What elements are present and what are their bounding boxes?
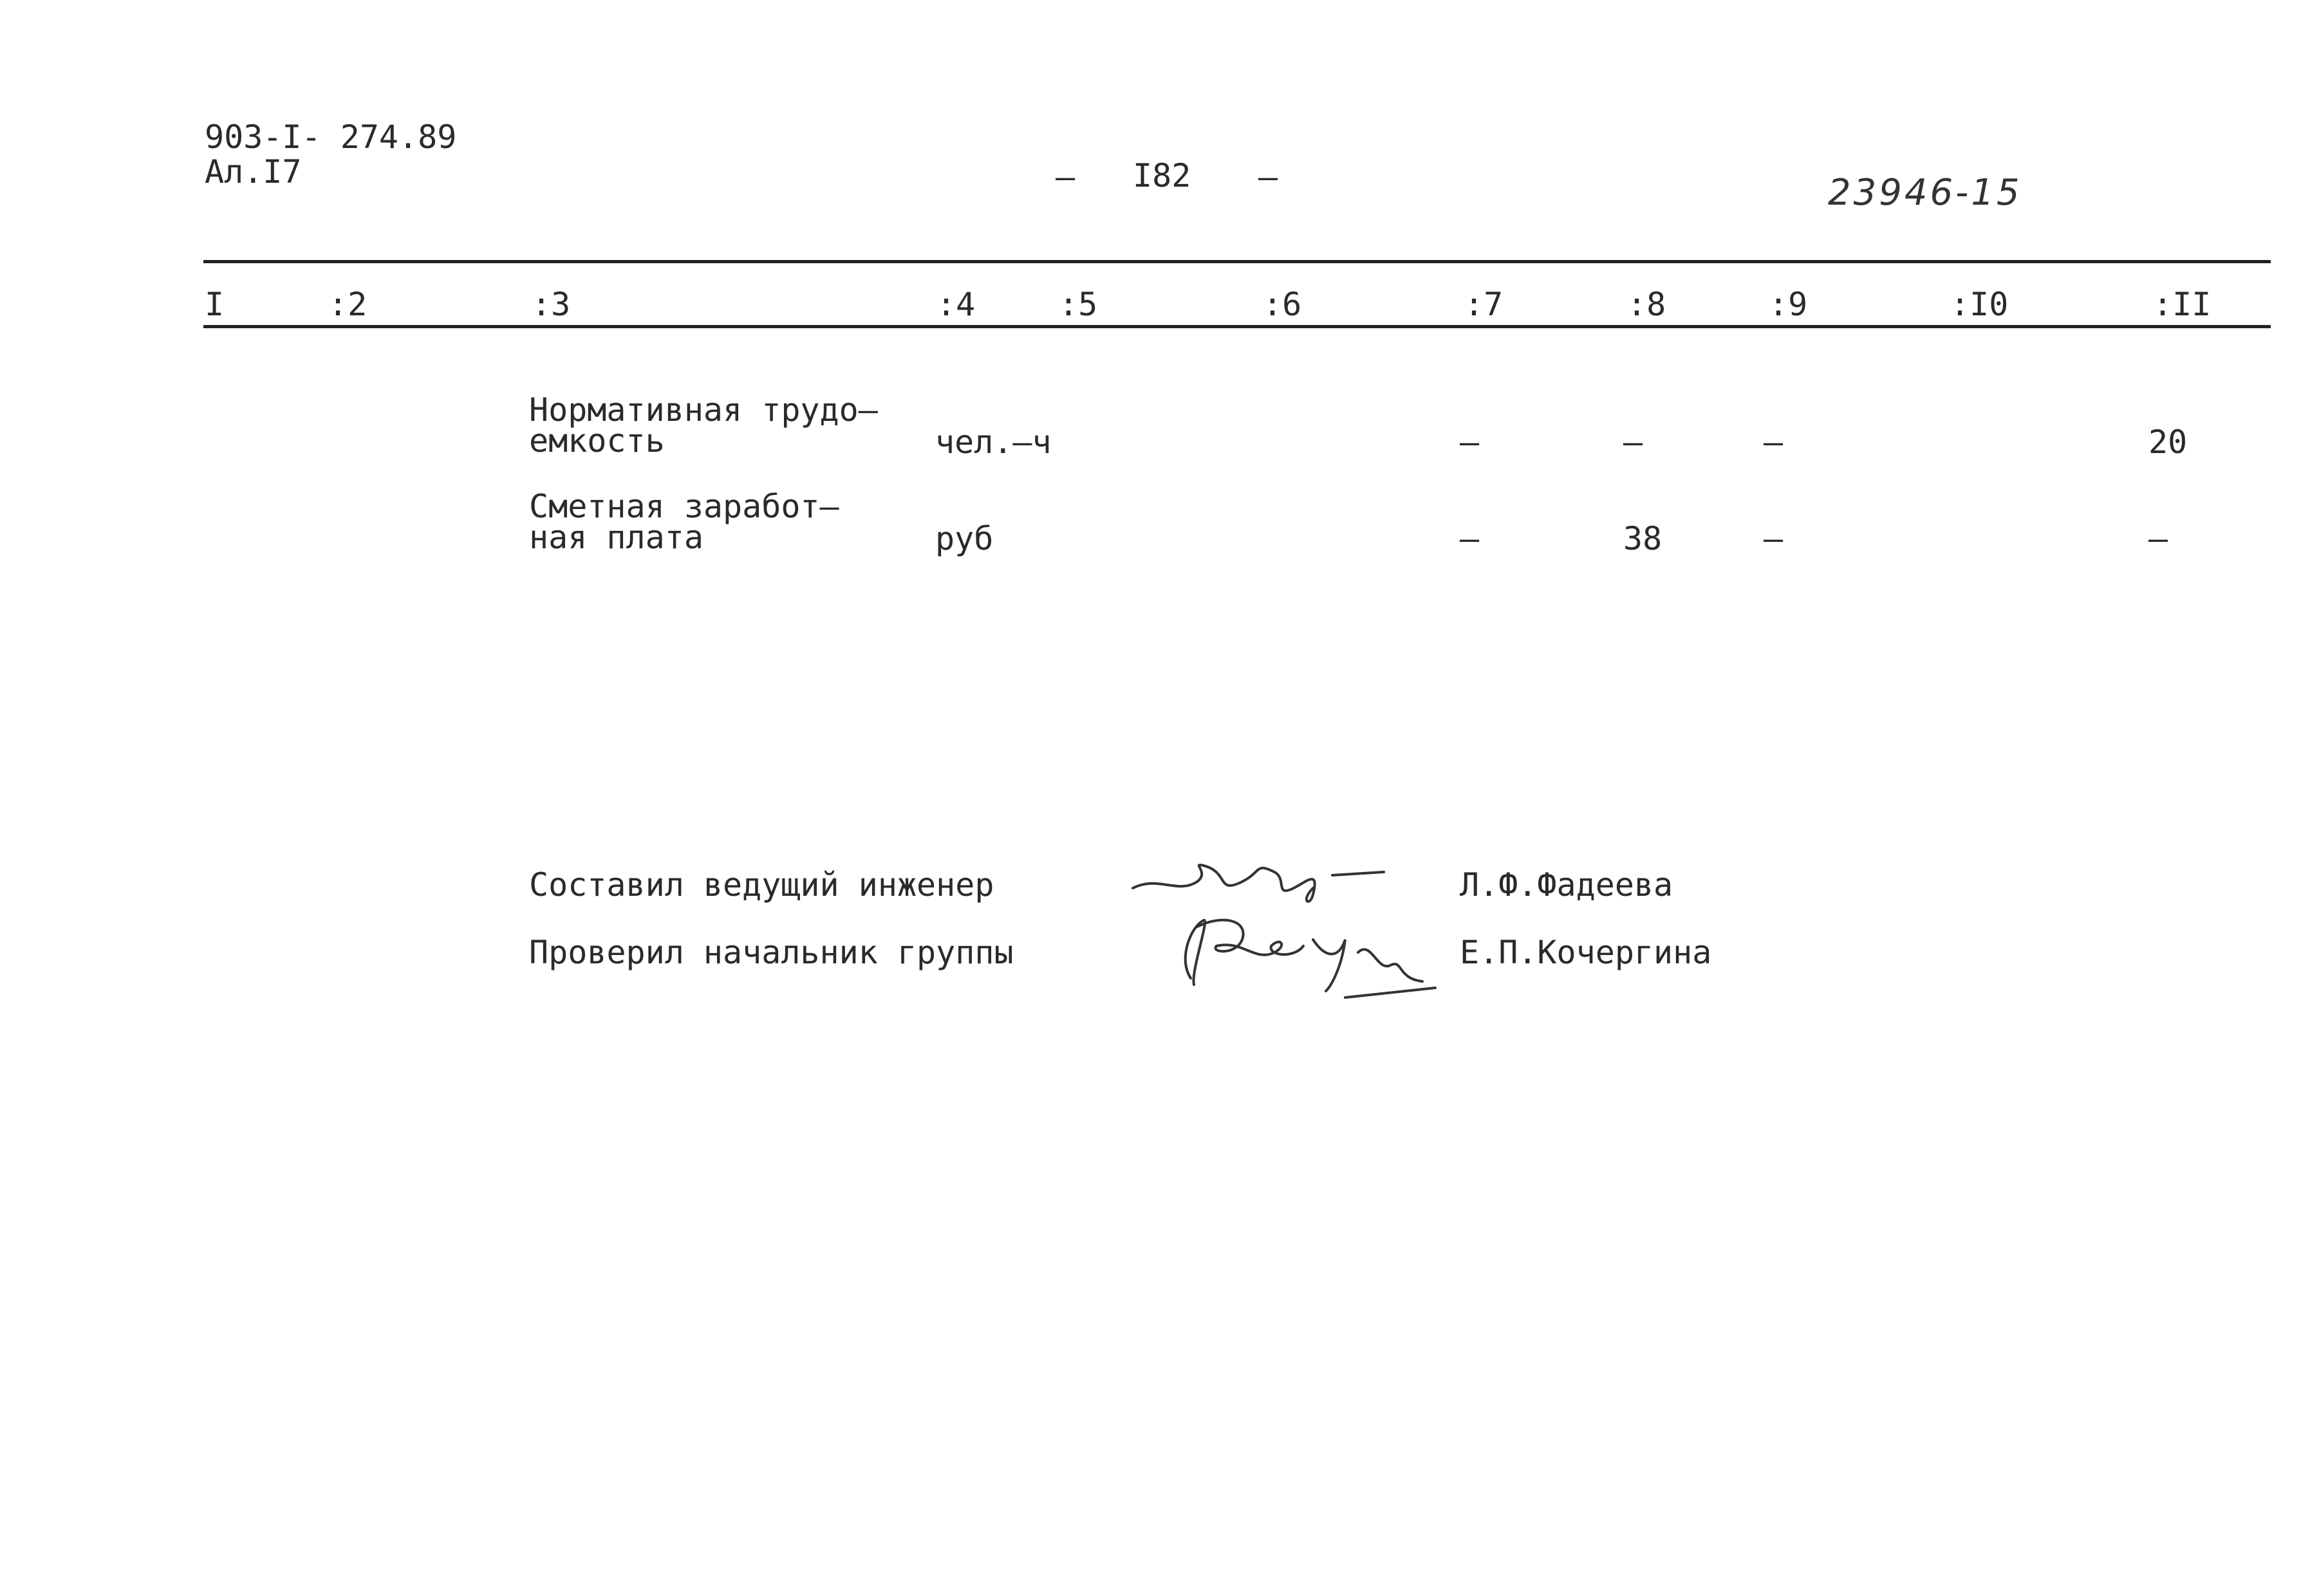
row-col7: – [1460,423,1480,461]
row-name-line2: емкость [529,422,665,459]
row-unit: чел.–ч [935,423,1052,461]
column-header: :I0 [1950,286,2009,323]
column-header: I [205,286,225,323]
inventory-number: 23946-15 [1828,172,2022,214]
page-number: I82 [1133,157,1191,194]
column-header: :7 [1464,286,1504,323]
album-number: Ал.I7 [205,153,302,190]
row-col11: 20 [2148,423,2188,461]
column-header: :4 [936,286,976,323]
signature-name: Е.П.Кочергина [1460,934,1712,971]
row-name-line1: Нормативная трудо– [529,391,878,429]
signature-role: Проверил начальник группы [529,934,1014,971]
page-number-dash-right: – [1258,158,1278,196]
column-header: :II [2153,286,2212,323]
page-number-dash-left: – [1056,158,1076,196]
column-header: :6 [1263,286,1302,323]
row-name-line2: ная плата [529,519,703,556]
header-bottom-rule [203,325,2271,328]
column-header: :8 [1627,286,1666,323]
row-name-line1: Сметная заработ– [529,488,839,525]
column-header: :3 [532,286,571,323]
column-header: :9 [1769,286,1808,323]
header-top-rule [203,260,2271,263]
signature-name: Л.Ф.Фадеева [1460,866,1673,904]
row-col9: – [1764,423,1783,461]
row-col8: 38 [1623,520,1662,557]
row-col9: – [1764,520,1783,557]
column-header: :5 [1059,286,1098,323]
row-col7: – [1460,520,1480,557]
handwritten-signature [1165,901,1448,1004]
signature-role: Составил ведущий инженер [529,866,994,904]
row-unit: руб [935,520,994,557]
document-code: 903-I- 274.89 [205,118,457,156]
row-col11: – [2148,520,2168,557]
row-col8: – [1623,423,1643,461]
column-header: :2 [328,286,368,323]
